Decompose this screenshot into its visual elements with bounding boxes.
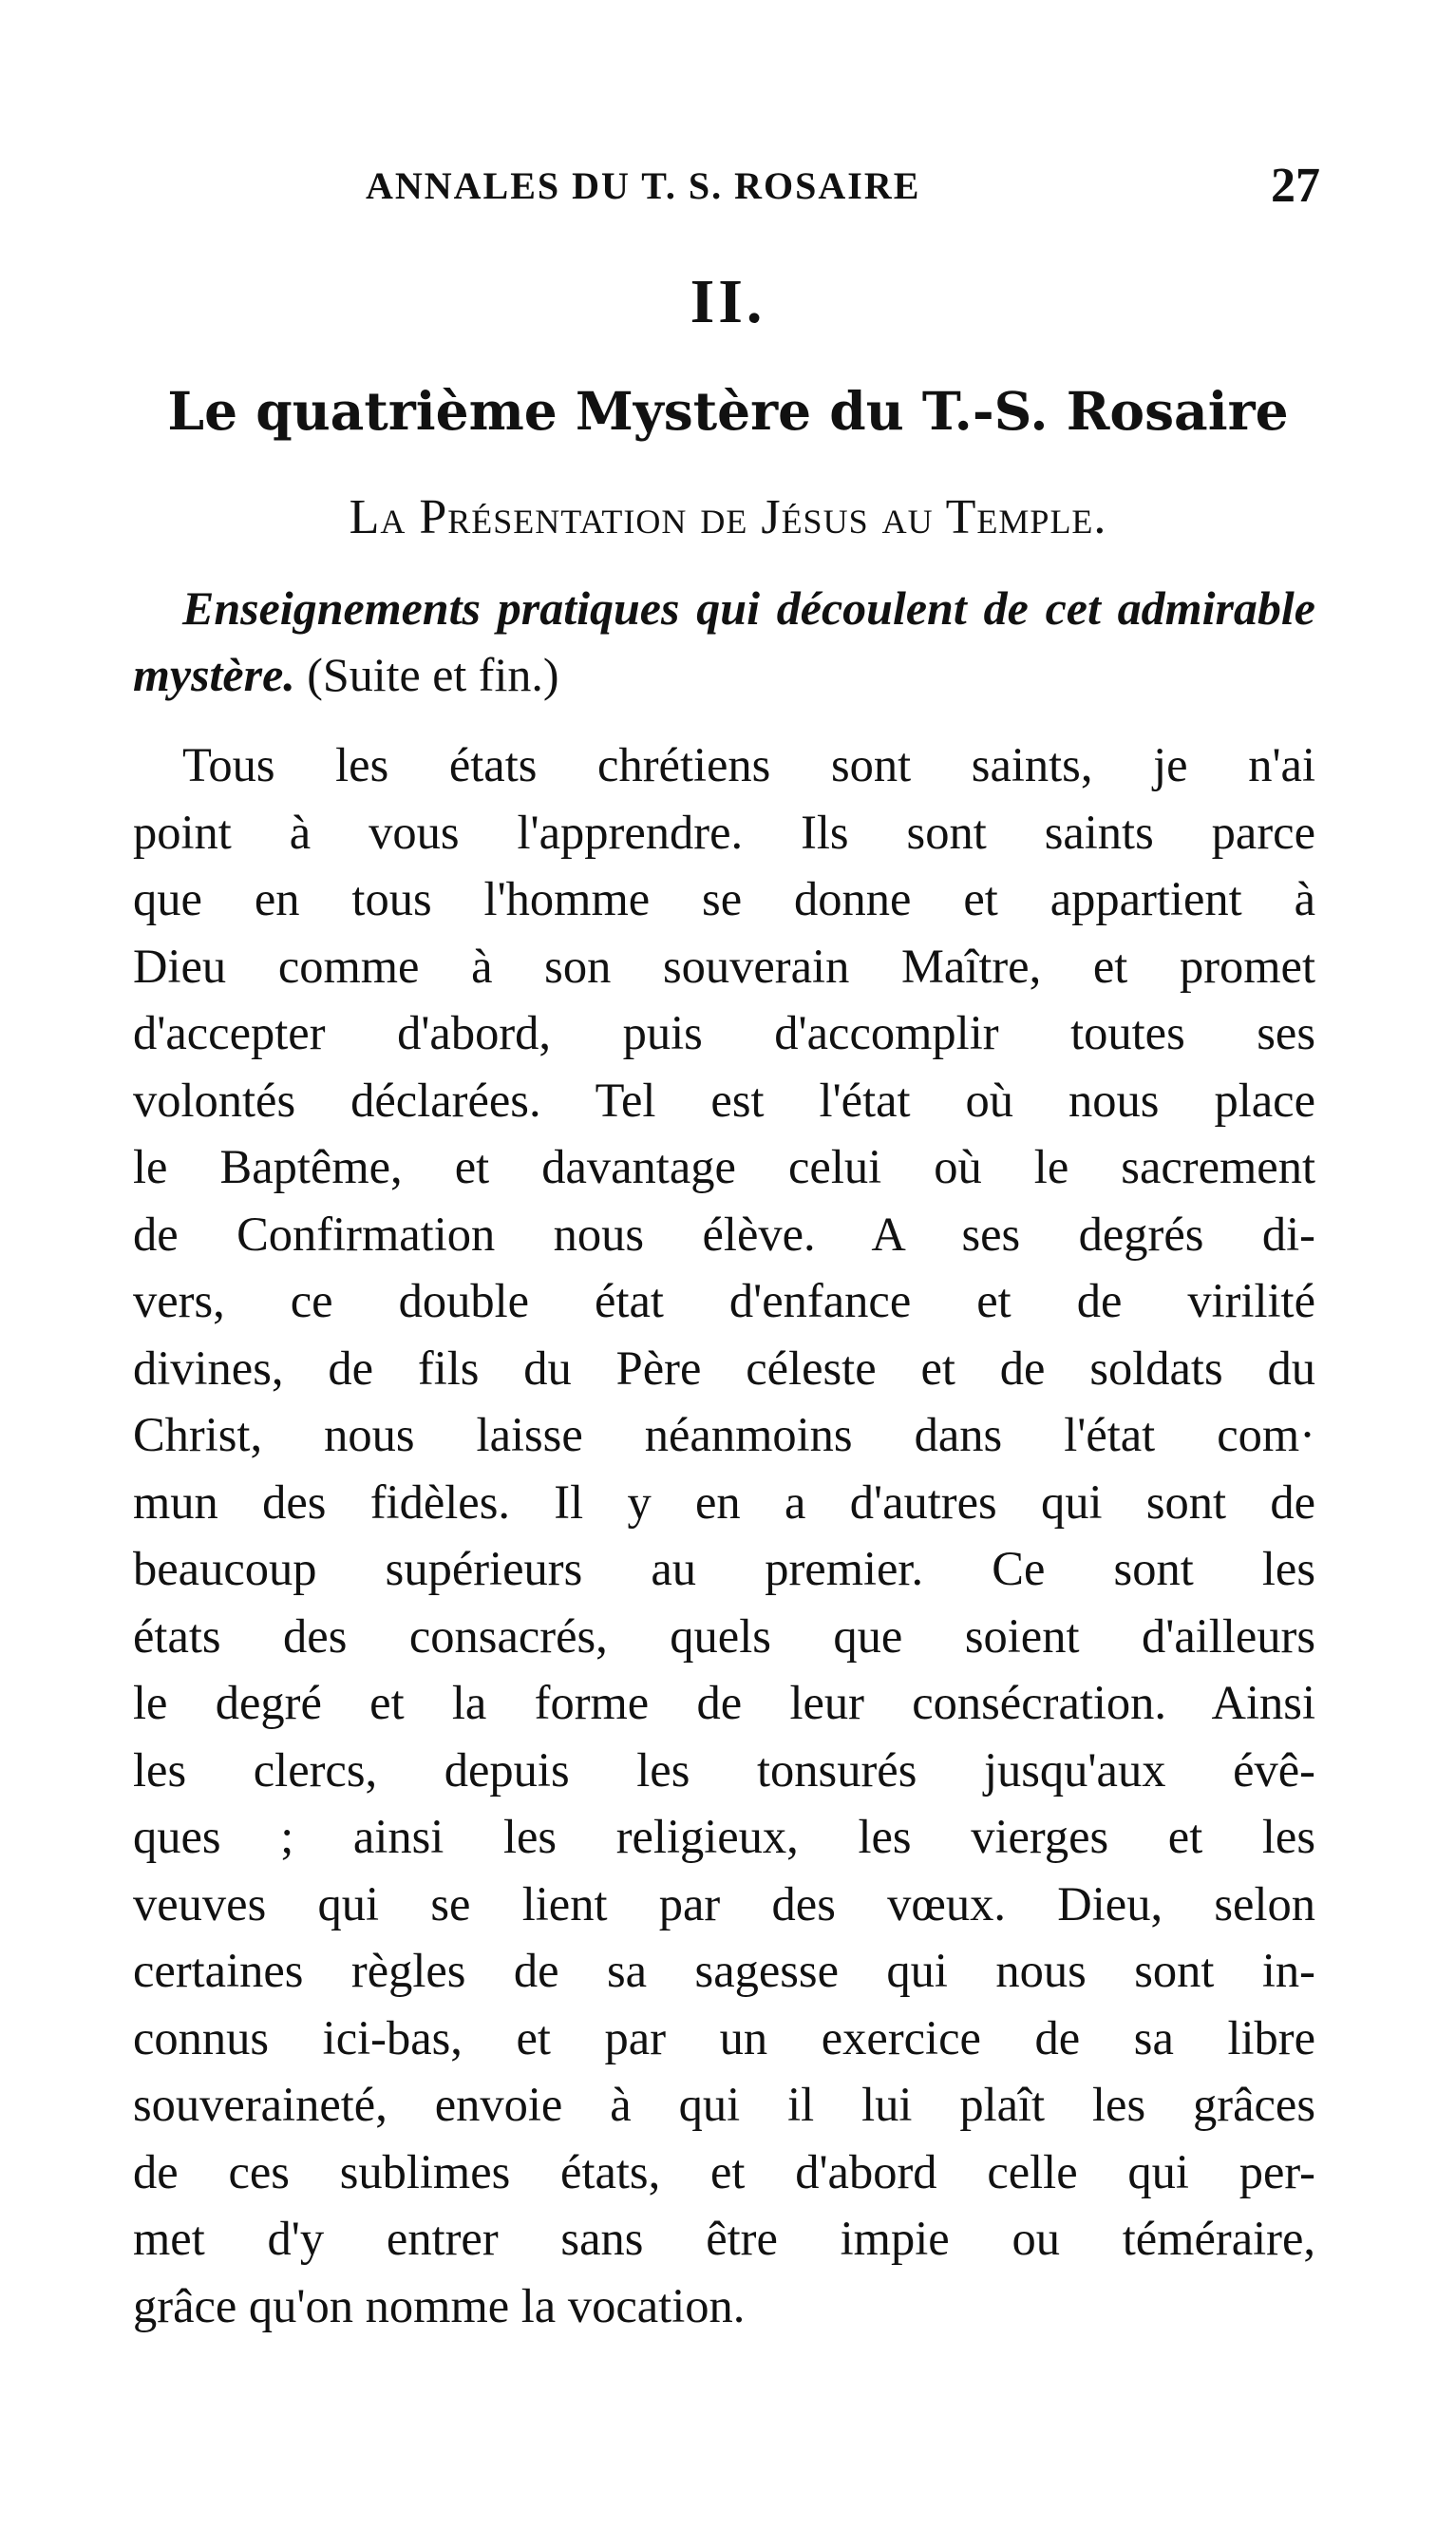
body-line: les clercs, depuis les tonsurés jusqu'aux évê- [133, 1742, 1315, 1797]
body-line: divines, de fils du Père céleste et de soldats du [133, 1341, 1315, 1395]
chapter-subtitle: La Présentation de Jésus au Temple. [349, 490, 1107, 544]
body-line: vers, ce double état d'enfance et de virilité [133, 1274, 1315, 1327]
body-line: Dieu comme à son souverain Maître, et promet [133, 939, 1315, 993]
intro-continuation-note: (Suite et fin.) [307, 648, 559, 701]
body-line: souveraineté, envoie à qui il lui plaît les grâces [133, 2078, 1315, 2131]
body-line: Tous les états chrétiens sont saints, je n'ai [182, 738, 1315, 791]
body-line: de ces sublimes états, et d'abord celle qui per- [133, 2144, 1315, 2198]
body-line: ques ; ainsi les religieux, les vierges et les [133, 1810, 1315, 1863]
body-line: met d'y entrer sans être impie ou téméraire, [133, 2212, 1315, 2265]
body-line: beaucoup supérieurs au premier. Ce sont les [133, 1542, 1315, 1595]
body-line: certaines règles de sa sagesse qui nous sont in- [133, 1944, 1315, 1997]
section-number: II. [690, 267, 766, 336]
intro-paragraph [133, 575, 1315, 708]
body-line: que en tous l'homme se donne et appartient à [133, 872, 1315, 925]
body-line: le degré et la forme de leur consécration. Ainsi [133, 1676, 1315, 1729]
running-title: ANNALES DU T. S. ROSAIRE [366, 164, 921, 207]
body-line: d'accepter d'abord, puis d'accomplir toutes ses [133, 1006, 1315, 1059]
body-line: le Baptême, et davantage celui où le sacrement [133, 1140, 1315, 1193]
body-line: point à vous l'apprendre. Ils sont saints parce [133, 805, 1315, 859]
intro-italic-text: Enseignements pratiques qui découlent de cet admirable mystère. [133, 581, 1315, 701]
page-number: 27 [1271, 159, 1320, 213]
running-head [133, 159, 1320, 230]
body-line: mun des fidèles. Il y en a d'autres qui sont de [133, 1474, 1315, 1529]
body-line: veuves qui se lient par des vœux. Dieu, selon [133, 1876, 1315, 1931]
body-line: grâce qu'on nomme la vocation. [133, 2278, 746, 2332]
body-line: connus ici-bas, et par un exercice de sa libre [133, 2010, 1315, 2064]
body-line: de Confirmation nous élève. A ses degrés di- [133, 1207, 1315, 1261]
chapter-title: Le quatrième Mystère du T.-S. Rosaire [167, 380, 1289, 442]
body-line: Christ, nous laisse néanmoins dans l'état com· [133, 1408, 1315, 1461]
body-text [133, 732, 1315, 2339]
body-line: états des consacrés, quels que soient d'ailleurs [133, 1608, 1315, 1663]
body-line: volontés déclarées. Tel est l'état où nous place [133, 1073, 1315, 1127]
